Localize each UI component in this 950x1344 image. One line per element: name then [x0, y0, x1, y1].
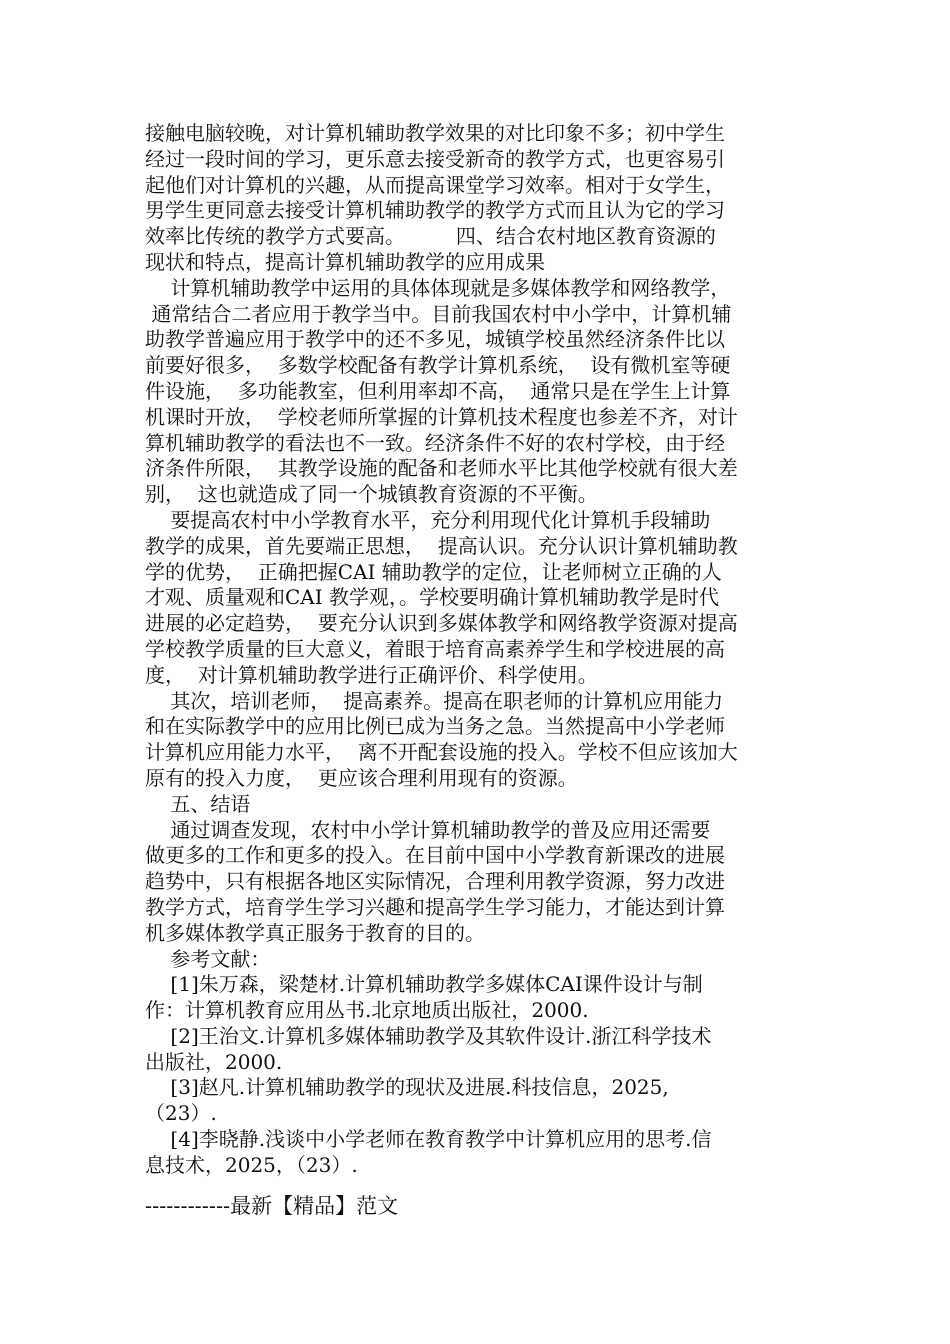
text-line: 进展的必定趋势， 要充分认识到多媒体教学和网络教学资源对提高 — [145, 611, 738, 636]
text-line: 机课时开放， 学校老师所掌握的计算机技术程度也参差不齐，对计 — [145, 404, 738, 429]
text-line: 和在实际教学中的应用比例已成为当务之急。当然提高中小学老师 — [145, 714, 725, 739]
document-body — [145, 121, 805, 1179]
text-line: 效率比传统的教学方式要高。 四、结合农村地区教育资源的 — [145, 224, 716, 249]
text-line: 息技术，2025，（23）. — [145, 1152, 358, 1177]
text-line: 机多媒体教学真正服务于教育的目的。 — [145, 920, 485, 945]
text-line: [3]赵凡.计算机辅助教学的现状及进展.科技信息，2025, — [145, 1075, 669, 1100]
text-line: 才观、质量观和CAI 教学观，。学校要明确计算机辅助教学是时代 — [145, 585, 720, 610]
text-line: 件设施， 多功能教室，但利用率却不高， 通常只是在学生上计算 — [145, 378, 731, 403]
text-line: 经过一段时间的学习，更乐意去接受新奇的教学方式，也更容易引 — [145, 146, 725, 171]
text-line: 作：计算机教育应用丛书.北京地质出版社，2000. — [145, 998, 589, 1023]
text-line: [2]王治文.计算机多媒体辅助教学及其软件设计.浙江科学技术 — [145, 1023, 712, 1048]
text-line: [1]朱万森，梁楚材.计算机辅助教学多媒体CAI课件设计与制 — [145, 972, 703, 997]
text-line: 济条件所限， 其教学设施的配备和老师水平比其他学校就有很大差 — [145, 456, 738, 481]
text-line: 助教学普遍应用于教学中的还不多见，城镇学校虽然经济条件比以 — [145, 327, 725, 352]
text-line: 原有的投入力度， 更应该合理利用现有的资源。 — [145, 765, 578, 790]
text-line: 参考文献： — [145, 946, 271, 971]
text-line: 其次，培训老师， 提高素养。提高在职老师的计算机应用能力 — [145, 688, 724, 713]
text-line: 接触电脑较晚，对计算机辅助教学效果的对比印象不多；初中学生 — [145, 121, 725, 145]
text-line: 计算机应用能力水平， 离不开配套设施的投入。学校不但应该加大 — [145, 740, 738, 765]
text-line: 别， 这也就造成了同一个城镇教育资源的不平衡。 — [145, 482, 598, 507]
text-line: 五、结语 — [145, 791, 251, 816]
text-line: 教学方式，培育学生学习兴趣和提高学生学习能力，才能达到计算 — [145, 894, 725, 919]
text-line: 现状和特点，提高计算机辅助教学的应用成果 — [145, 249, 545, 274]
text-line: 做更多的工作和更多的投入。在目前中国中小学教育新课改的进展 — [145, 843, 725, 868]
text-line: 度， 对计算机辅助教学进行正确评价、科学使用。 — [145, 662, 598, 687]
text-line: 通常结合二者应用于教学当中。目前我国农村中小学中，计算机辅 — [145, 301, 732, 326]
text-line: 学校教学质量的巨大意义，着眼于培育高素养学生和学校进展的高 — [145, 636, 725, 661]
text-line: 要提高农村中小学教育水平，充分利用现代化计算机手段辅助 — [145, 507, 711, 532]
text-line: 男学生更同意去接受计算机辅助教学的教学方式而且认为它的学习 — [145, 198, 725, 223]
text-line: 计算机辅助教学中运用的具体体现就是多媒体教学和网络教学， — [145, 275, 731, 300]
text-line: 算机辅助教学的看法也不一致。经济条件不好的农村学校，由于经 — [145, 430, 725, 455]
text-line: 前要好很多， 多数学校配备有教学计算机系统， 设有微机室等硬 — [145, 353, 731, 378]
text-line: 趋势中，只有根据各地区实际情况，合理利用教学资源，努力改进 — [145, 869, 725, 894]
text-line: 出版社，2000. — [145, 1049, 283, 1074]
footer-text: ------------最新【精品】范文 — [145, 1194, 399, 1218]
text-line: 起他们对计算机的兴趣，从而提高课堂学习效率。相对于女学生， — [145, 172, 725, 197]
text-line: 学的优势， 正确把握CAI 辅助教学的定位，让老师树立正确的人 — [145, 559, 722, 584]
text-line: [4]李晓静.浅谈中小学老师在教育教学中计算机应用的思考.信 — [145, 1127, 712, 1152]
text-line: （23）. — [145, 1101, 217, 1126]
text-line: 教学的成果，首先要端正思想， 提高认识。充分认识计算机辅助教 — [145, 533, 738, 558]
text-line: 通过调查发现，农村中小学计算机辅助教学的普及应用还需要 — [145, 817, 711, 842]
